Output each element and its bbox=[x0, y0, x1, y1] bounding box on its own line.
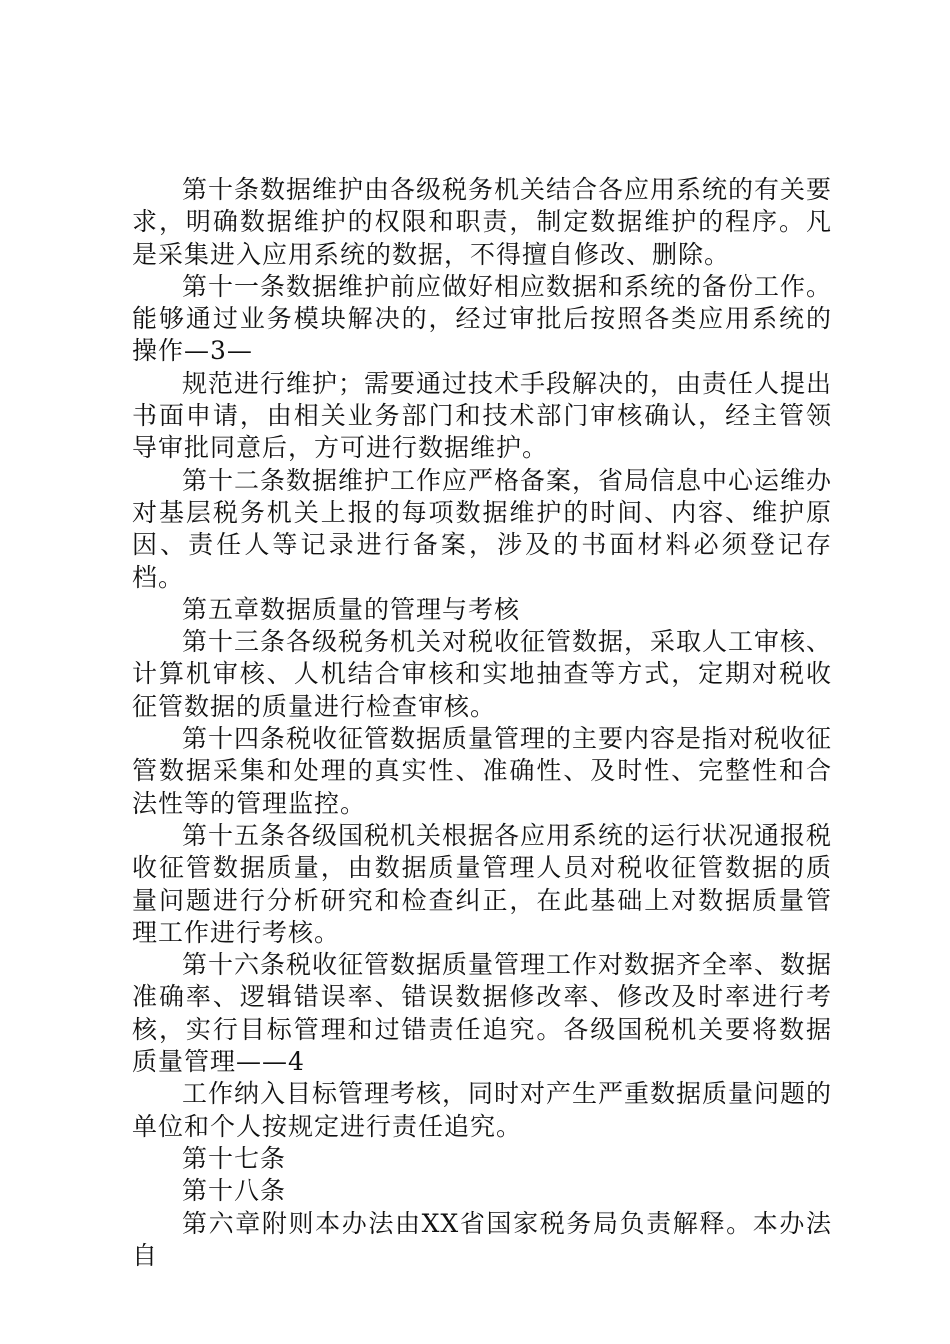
article-15-paragraph: 第十五条各级国税机关根据各应用系统的运行状况通报税收征管数据质量，由数据质量管理人员对税收征管数据的质量问题进行分析研究和检查纠正，在此基础上对数据质量管理工作进行考核。 bbox=[132, 820, 833, 947]
article-11-paragraph: 第十一条数据维护前应做好相应数据和系统的备份工作。能够通过业务模块解决的，经过审批后按照各类应用系统的操作—3— bbox=[132, 271, 833, 366]
article-17-heading: 第十七条 bbox=[182, 1143, 287, 1173]
article-16-continuation-paragraph: 工作纳入目标管理考核，同时对产生严重数据质量问题的单位和个人按规定进行责任追究。 bbox=[132, 1079, 833, 1141]
article-14-paragraph: 第十四条税收征管数据质量管理的主要内容是指对税收征管数据采集和处理的真实性、准确性、及时性、完整性和合法性等的管理监控。 bbox=[132, 724, 833, 818]
article-11-continuation-paragraph: 规范进行维护；需要通过技术手段解决的，由责任人提出书面申请，由相关业务部门和技术部门审核确认，经主管领导审批同意后，方可进行数据维护。 bbox=[132, 368, 833, 463]
article-12-paragraph: 第十二条数据维护工作应严格备案，省局信息中心运维办对基层税务机关上报的每项数据维护的时间、内容、维护原因、责任人等记录进行备案，涉及的书面材料必须登记存档。 bbox=[132, 465, 833, 592]
article-13-paragraph: 第十三条各级税务机关对税收征管数据，采取人工审核、计算机审核、人机结合审核和实地抽查等方式，定期对税收征管数据的质量进行检查审核。 bbox=[132, 627, 833, 721]
article-16-paragraph: 第十六条税收征管数据质量管理工作对数据齐全率、数据准确率、逻辑错误率、错误数据修改率、修改及时率进行考核，实行目标管理和过错责任追究。各级国税机关要将数据质量管理——4 bbox=[132, 950, 833, 1077]
chapter-6-paragraph: 第六章附则本办法由XX省国家税务局负责解释。本办法自 bbox=[132, 1208, 832, 1270]
chapter-5-heading: 第五章数据质量的管理与考核 bbox=[182, 594, 521, 624]
article-10-paragraph: 第十条数据维护由各级税务机关结合各应用系统的有关要求，明确数据维护的权限和职责，制定数据维护的程序。凡是采集进入应用系统的数据，不得擅自修改、删除。 bbox=[132, 175, 833, 269]
document-body bbox=[132, 174, 832, 1272]
article-18-heading: 第十八条 bbox=[182, 1176, 287, 1206]
